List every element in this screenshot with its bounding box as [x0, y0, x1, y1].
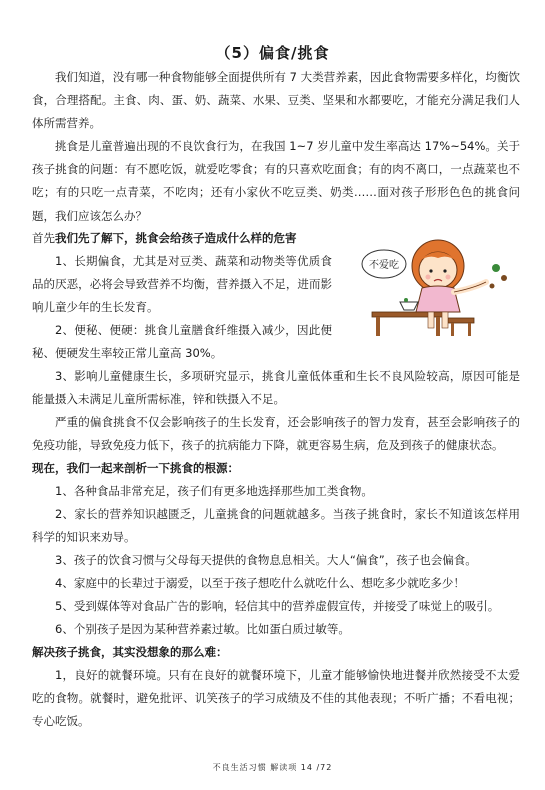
root-item-4: 4、家庭中的长辈过于溺爱，以至于孩子想吃什么就吃什么、想吃多少就吃多少！ [55, 576, 465, 590]
solution-heading: 解决孩子挑食，其实没想象的那么难： [32, 645, 228, 659]
harm-item-3: 3、影响儿童健康生长，多项研究显示，挑食儿童低体重和生长不良风险较高，原因可能是能量摄入未满足儿童所需标准，锌和铁摄入不足。 [32, 369, 520, 407]
root-item-1: 1、各种食品非常充足，孩子们有更多地选择那些加工类食物。 [55, 484, 373, 498]
speech-bubble-text: 不爱吃 [369, 260, 399, 271]
section-title: （5）偏食/挑食 [215, 44, 330, 62]
picky-girl-illustration [352, 228, 520, 338]
harm-item-2: 2、便秘、便硬：挑食儿童膳食纤维摄入减少，因此便秘、便硬发生率较正常儿童高 30%。 [32, 323, 332, 361]
roots-heading: 现在，我们一起来剖析一下挑食的根源： [32, 461, 239, 475]
root-item-6: 6、个别孩子是因为某种营养素过敏。比如蛋白质过敏等。 [55, 622, 350, 636]
harm-item-1: 1、长期偏食，尤其是对豆类、蔬菜和动物类等优质食品的厌恶，必将会导致营养不均衡，营养摄入不足，进而影响儿童少年的生长发育。 [32, 254, 332, 315]
page-footer: 不良生活习惯 解读项 14 /72 [212, 763, 333, 772]
harm-heading-text: 我们先了解下，挑食会给孩子造成什么样的危害 [55, 231, 297, 245]
harm-heading-lead: 首先 [32, 231, 55, 245]
picky-eating-paragraph: 挑食是儿童普遍出现的不良饮食行为，在我国 1~7 岁儿童中发生率高达 17%~54%。关于孩子挑食的问题：有不愿吃饭，就爱吃零食；有的只喜欢吃面食；有的肉不离口，一点蔬菜也不吃；有的只吃一点青菜，不吃肉；还有小家伙不吃豆类、奶类……面对孩子形形色色的挑食问题，我们应该怎么办？ [32, 139, 520, 223]
severity-paragraph: 严重的偏食挑食不仅会影响孩子的生长发育，还会影响孩子的智力发育，甚至会影响孩子的免疫功能，导致免疫力低下，孩子的抗病能力下降，就更容易生病，危及到孩子的健康状态。 [32, 415, 520, 453]
root-item-5: 5、受到媒体等对食品广告的影响，轻信其中的营养虚假宣传，并接受了味觉上的吸引。 [55, 599, 500, 613]
root-item-2: 2、家长的营养知识越匮乏，儿童挑食的问题就越多。当孩子挑食时，家长不知道该怎样用科学的知识来劝导。 [32, 507, 520, 545]
solution-item-1: 1，良好的就餐环境。只有在良好的就餐环境下，儿童才能够愉快地进餐并欣然接受不太爱吃的食物。就餐时，避免批评、讥笑孩子的学习成绩及不佳的其他表现；不听广播；不看电视；专心吃饭。 [32, 668, 520, 729]
root-item-3: 3、孩子的饮食习惯与父母每天提供的食物息息相关。大人“偏食”，孩子也会偏食。 [55, 553, 477, 567]
intro-paragraph: 我们知道，没有哪一种食物能够全面提供所有 7 大类营养素，因此食物需要多样化，均衡饮食，合理搭配。主食、肉、蛋、奶、蔬菜、水果、豆类、坚果和水都要吃，才能充分满足我们人体所需营养。 [32, 70, 520, 131]
